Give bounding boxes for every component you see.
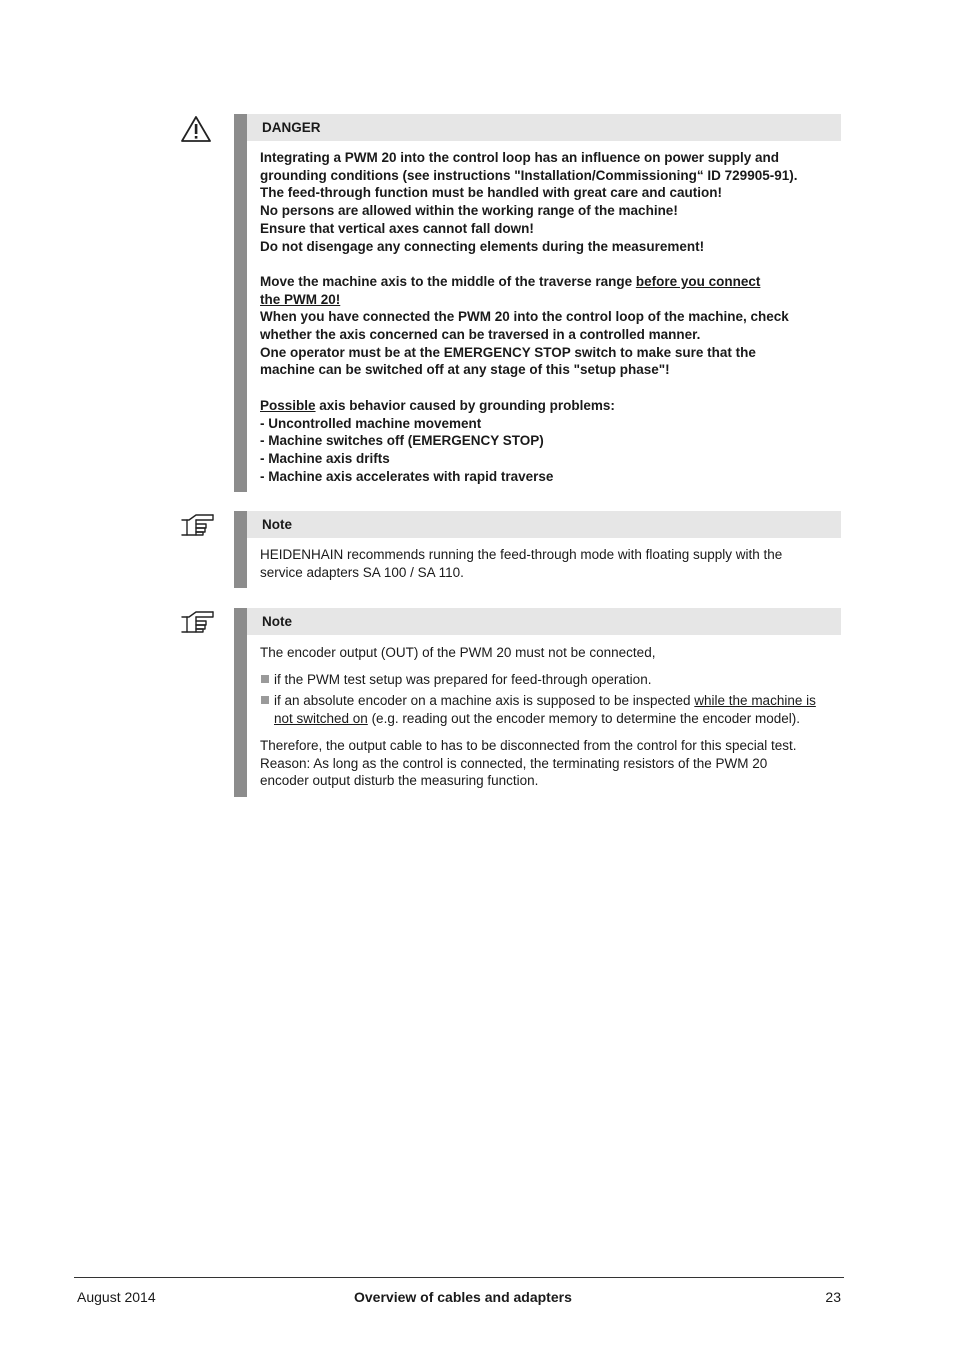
note-line: service adapters SA 100 / SA 110.	[260, 564, 464, 580]
footer-date: August 2014	[77, 1289, 156, 1305]
note-sidebar	[234, 608, 247, 797]
footer-divider	[74, 1277, 844, 1278]
note-line: Reason: As long as the control is connected, the terminating resistors of the PWM 20	[260, 755, 768, 771]
list-item: if the PWM test setup was prepared for feed-through operation.	[260, 671, 841, 689]
danger-body	[260, 141, 841, 492]
danger-move-line: Move the machine axis to the middle of the traverse range before you connect	[260, 273, 761, 289]
note-box-2	[234, 608, 841, 797]
behavior-item: - Machine axis accelerates with rapid traverse	[260, 468, 554, 484]
note-line: encoder output disturb the measuring function.	[260, 773, 539, 789]
bullet-square-icon	[261, 675, 269, 683]
underlined-text: not switched on	[274, 711, 368, 727]
footer-title: Overview of cables and adapters	[354, 1289, 572, 1305]
page-number: 23	[825, 1289, 841, 1305]
underlined-text: the PWM 20!	[260, 291, 341, 307]
pointing-hand-icon	[180, 511, 216, 541]
underlined-text: before you connect	[635, 273, 761, 289]
danger-line: whether the axis concerned can be traversed in a controlled manner.	[260, 327, 701, 343]
danger-line: One operator must be at the EMERGENCY STOP switch to make sure that the	[260, 344, 756, 360]
warning-triangle-icon	[180, 114, 216, 144]
note-body	[260, 538, 841, 588]
danger-line: The feed-through function must be handled with great care and caution!	[260, 185, 723, 201]
danger-sidebar	[234, 114, 247, 492]
note-intro: The encoder output (OUT) of the PWM 20 must not be connected,	[260, 645, 656, 660]
danger-line: Do not disengage any connecting elements during the measurement!	[260, 238, 705, 254]
note-body	[260, 635, 841, 797]
danger-line: Integrating a PWM 20 into the control loop has an influence on power supply and	[260, 150, 780, 165]
list-item: if an absolute encoder on a machine axis is supposed to be inspected while the machine is not switched on (e.g. reading out the encoder memory to determine the encoder model).	[260, 692, 841, 727]
danger-box	[234, 114, 841, 492]
underlined-text: Possible	[260, 397, 316, 413]
pointing-hand-icon	[180, 608, 216, 638]
note-heading: Note	[247, 608, 841, 635]
behavior-item: - Machine switches off (EMERGENCY STOP)	[260, 433, 544, 449]
danger-line: When you have connected the PWM 20 into the control loop of the machine, check	[260, 309, 789, 325]
bullet-square-icon	[261, 696, 269, 704]
note-line: HEIDENHAIN recommends running the feed-through mode with floating supply with the	[260, 547, 783, 562]
note-box-1	[234, 511, 841, 588]
danger-line: grounding conditions (see instructions "Installation/Commissioning“ ID 729905-91).	[260, 167, 798, 183]
note-heading: Note	[247, 511, 841, 538]
danger-line: No persons are allowed within the working range of the machine!	[260, 203, 678, 219]
danger-move-line-2	[260, 291, 841, 309]
underlined-text: while the machine is	[694, 693, 816, 709]
note-line: Therefore, the output cable to has to be disconnected from the control for this special test.	[260, 737, 797, 753]
danger-possible-line: Possible axis behavior caused by grounding problems:	[260, 397, 615, 413]
behavior-item: - Uncontrolled machine movement	[260, 415, 482, 431]
behavior-item: - Machine axis drifts	[260, 450, 390, 466]
danger-line: Ensure that vertical axes cannot fall down!	[260, 220, 534, 236]
danger-heading: DANGER	[247, 114, 841, 141]
danger-line: machine can be switched off at any stage of this "setup phase"!	[260, 362, 670, 378]
note-sidebar	[234, 511, 247, 588]
